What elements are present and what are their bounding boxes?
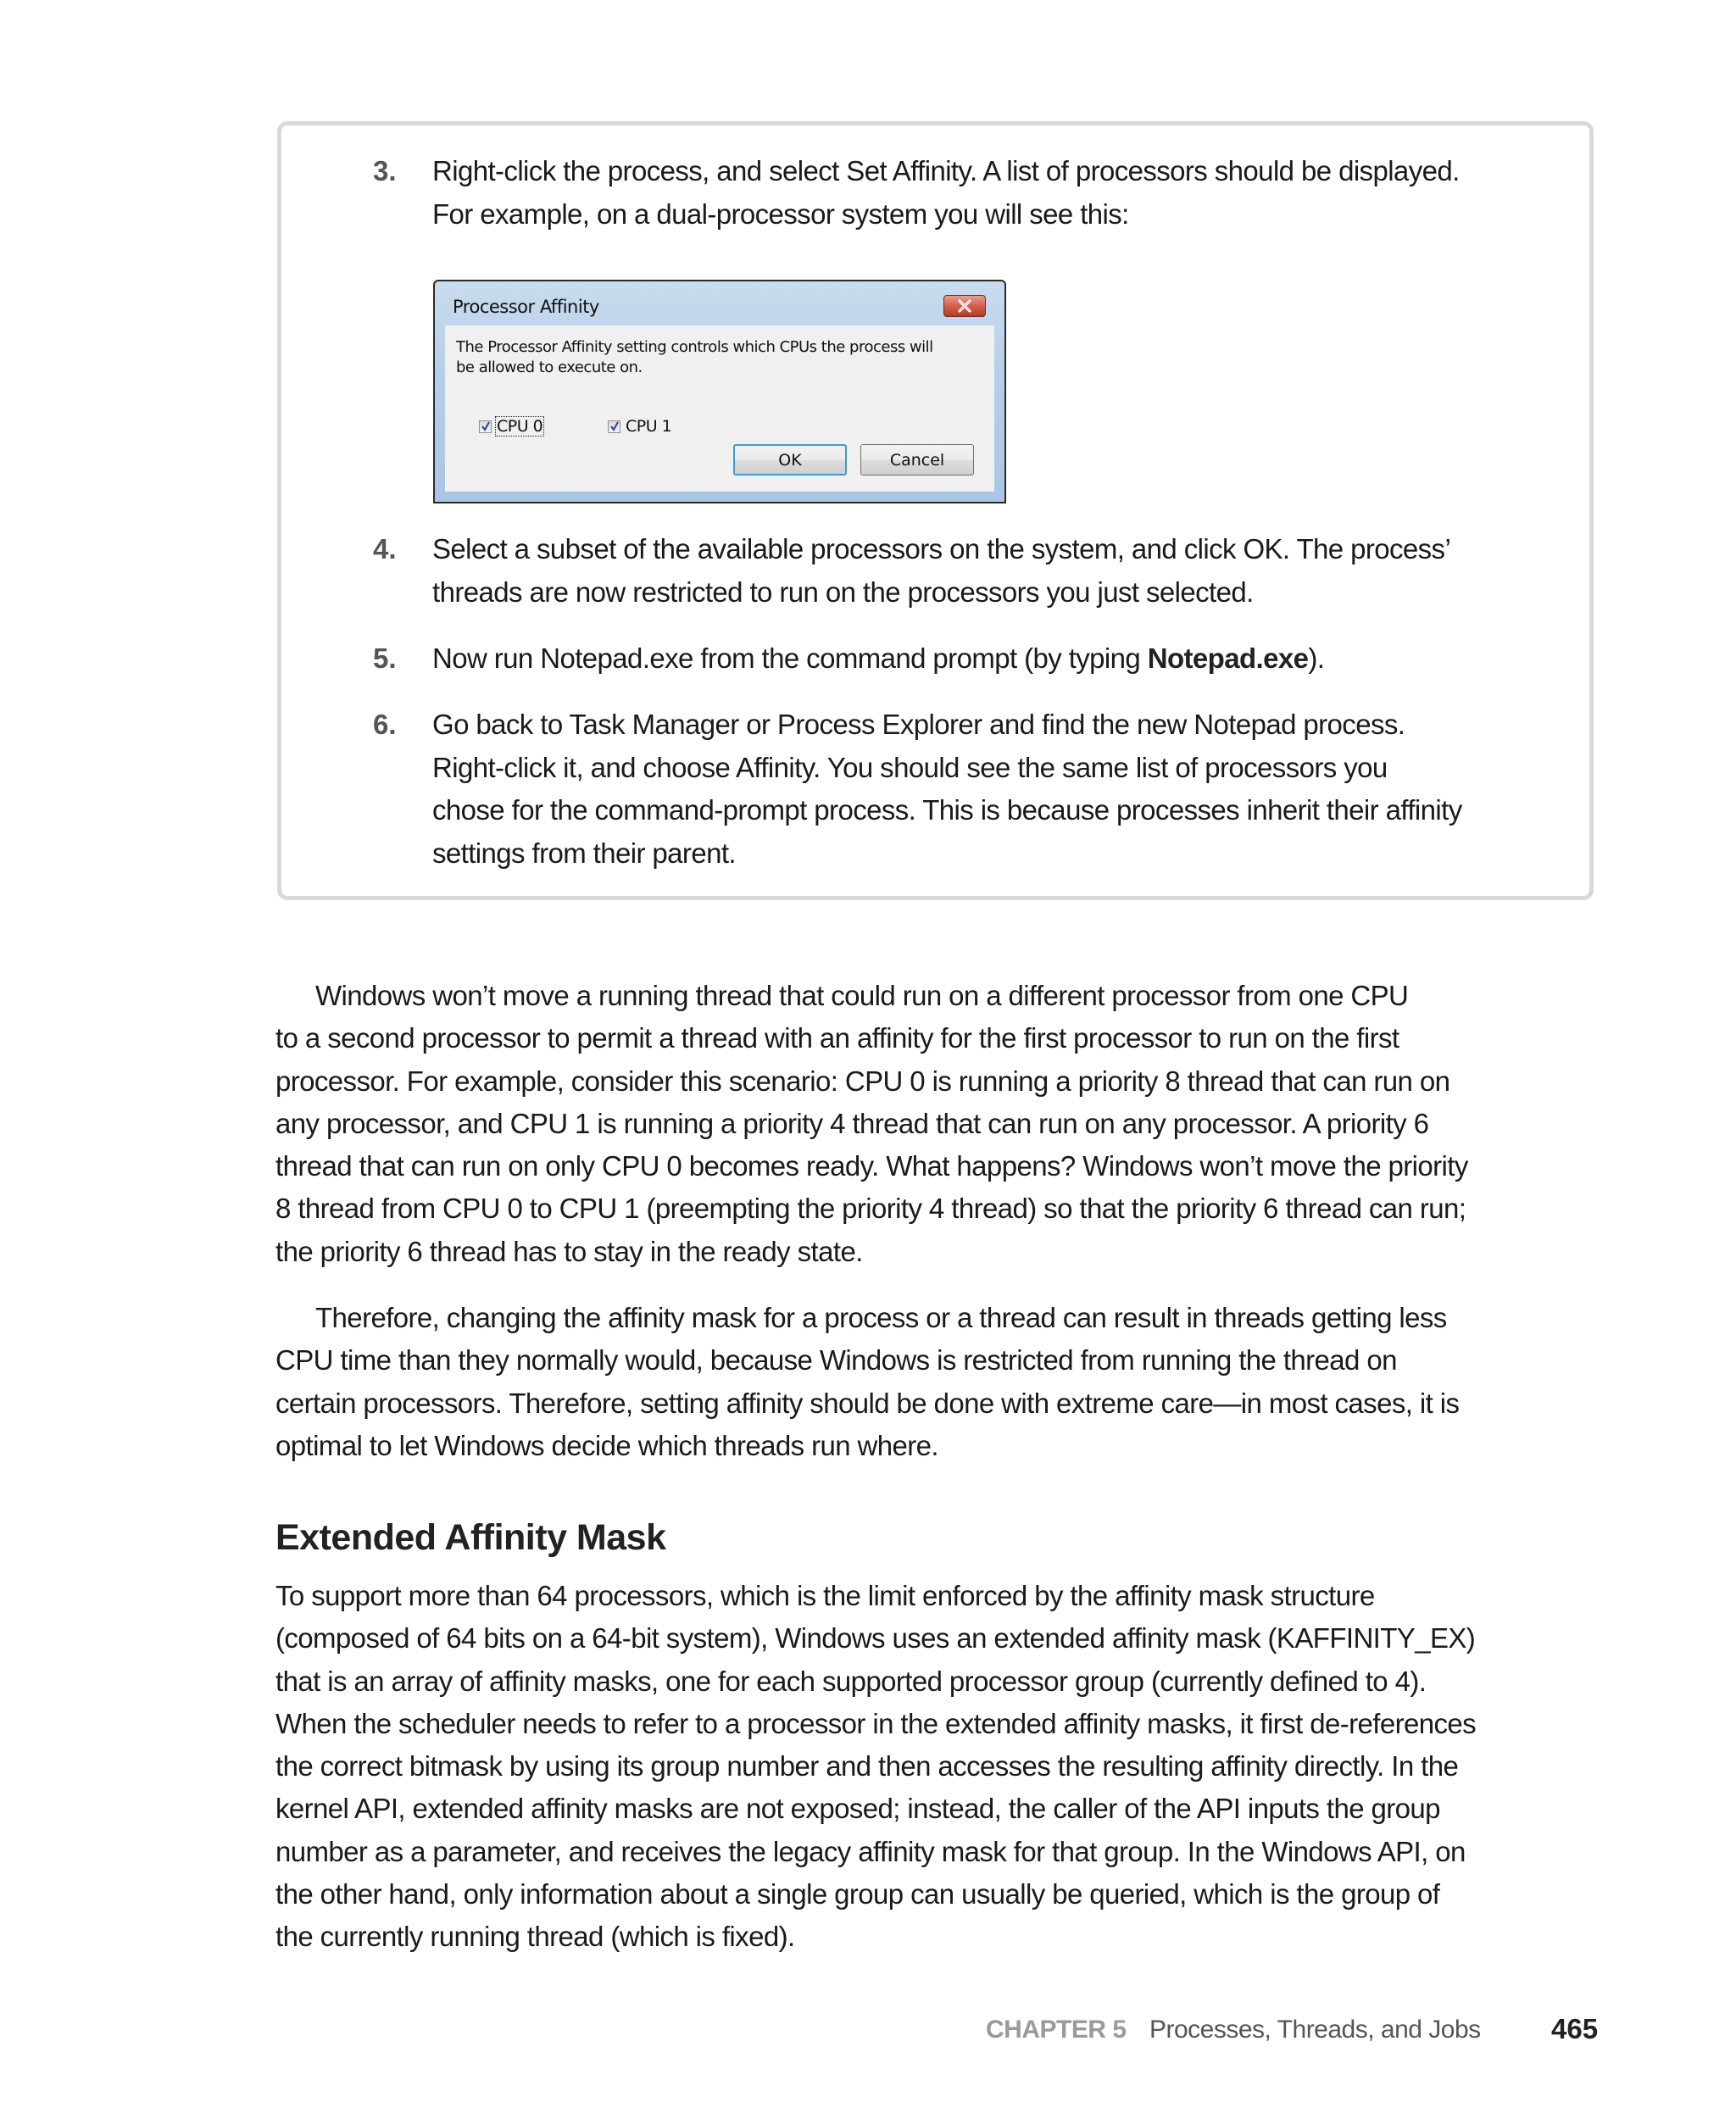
paragraph-line: kernel API, extended affinity masks are not exposed; instead, the caller of the API inputs the group bbox=[275, 1793, 1440, 1825]
checkmark-icon bbox=[481, 421, 491, 431]
dialog-message-line: The Processor Affinity setting controls which CPUs the process will bbox=[456, 338, 933, 356]
step-line: Right-click it, and choose Affinity. You should see the same list of processors you bbox=[432, 751, 1388, 783]
cpu1-checkbox[interactable] bbox=[608, 417, 672, 436]
body-paragraph bbox=[275, 975, 1606, 1273]
paragraph-text: Therefore, changing the affinity mask for a process or a thread can result in threads getting less bbox=[315, 1302, 1447, 1333]
dialog-close-button[interactable] bbox=[943, 295, 986, 317]
cpu1-label[interactable]: CPU 1 bbox=[626, 417, 672, 436]
section-paragraph bbox=[275, 1575, 1606, 1959]
body-paragraph bbox=[275, 1297, 1606, 1467]
step-line: Select a subset of the available processors on the system, and click OK. The process’ bbox=[432, 533, 1451, 565]
step-text bbox=[432, 637, 1577, 681]
paragraph-line: certain processors. Therefore, setting affinity should be done with extreme care—in most cases, it is bbox=[275, 1387, 1460, 1419]
paragraph-line: 8 thread from CPU 0 to CPU 1 (preempting the priority 4 thread) so that the priority 6 thread can run; bbox=[275, 1193, 1466, 1225]
paragraph-line: To support more than 64 processors, which is the limit enforced by the affinity mask structure bbox=[275, 1580, 1375, 1611]
paragraph-line: When the scheduler needs to refer to a processor in the extended affinity masks, it first de-references bbox=[275, 1707, 1477, 1739]
paragraph-line bbox=[275, 975, 1606, 1017]
step-line: Go back to Task Manager or Process Explorer and find the new Notepad process. bbox=[432, 709, 1405, 740]
paragraph-line: that is an array of affinity masks, one for each supported processor group (currently defined to 4). bbox=[275, 1665, 1427, 1697]
paragraph-line: any processor, and CPU 1 is running a priority 4 thread that can run on any processor. A priority 6 bbox=[275, 1107, 1429, 1139]
paragraph-line: the currently running thread (which is fixed). bbox=[275, 1921, 795, 1953]
step-text-part: ). bbox=[1308, 642, 1325, 674]
dialog-message-line: be allowed to execute on. bbox=[456, 359, 643, 376]
footer-chapter-label: CHAPTER 5 bbox=[986, 2016, 1127, 2044]
paragraph-line: the correct bitmask by using its group number and then accesses the resulting affinity directly. In the bbox=[275, 1750, 1459, 1783]
paragraph-line: to a second processor to permit a thread with an affinity for the first processor to run on the first bbox=[275, 1022, 1399, 1054]
paragraph-line bbox=[275, 1297, 1606, 1339]
step-text-part: Now run Notepad.exe from the command prompt (by typing bbox=[432, 642, 1148, 674]
dialog-title: Processor Affinity bbox=[453, 297, 599, 317]
ok-button[interactable]: OK bbox=[733, 444, 847, 476]
step-number: 6. bbox=[373, 709, 397, 740]
dialog-message bbox=[456, 337, 982, 378]
paragraph-line: the priority 6 thread has to stay in the ready state. bbox=[275, 1235, 863, 1267]
step-line: Right-click the process, and select Set Affinity. A list of processors should be displayed. bbox=[432, 155, 1460, 186]
dialog-client-area bbox=[445, 325, 994, 492]
paragraph-line: thread that can run on only CPU 0 becomes ready. What happens? Windows won’t move the priority bbox=[275, 1150, 1468, 1182]
command-name: Notepad.exe bbox=[1147, 642, 1309, 674]
cpu0-checkbox[interactable] bbox=[479, 417, 543, 436]
step-number: 4. bbox=[373, 533, 397, 565]
page-number: 465 bbox=[1551, 2013, 1599, 2044]
step-line: For example, on a dual-processor system you will see this: bbox=[432, 197, 1129, 230]
close-x-icon bbox=[955, 299, 974, 313]
footer-chapter-title: Processes, Threads, and Jobs bbox=[1149, 2016, 1481, 2044]
paragraph-line: (composed of 64 bits on a 64-bit system), Windows uses an extended affinity mask (KAFFINITY_EX) bbox=[275, 1622, 1476, 1655]
checkmark-icon bbox=[609, 421, 620, 431]
cpu0-label[interactable]: CPU 0 bbox=[497, 417, 543, 436]
step-text bbox=[432, 528, 1577, 614]
paragraph-text: Windows won’t move a running thread that could run on a different processor from one CPU bbox=[315, 980, 1409, 1011]
step-line: threads are now restricted to run on the processors you just selected. bbox=[432, 576, 1254, 608]
paragraph-line: number as a parameter, and receives the legacy affinity mask for that group. In the Windows API, on bbox=[275, 1835, 1466, 1867]
step-text bbox=[432, 704, 1577, 875]
paragraph-line: the other hand, only information about a single group can usually be queried, which is the group of bbox=[275, 1878, 1440, 1910]
step-number: 5. bbox=[373, 642, 397, 674]
step-line: settings from their parent. bbox=[432, 837, 736, 869]
step-text bbox=[432, 150, 1577, 236]
checkbox-box[interactable] bbox=[479, 420, 492, 433]
paragraph-line: CPU time than they normally would, because Windows is restricted from running the thread on bbox=[275, 1344, 1397, 1377]
checkbox-box[interactable] bbox=[608, 420, 620, 433]
step-line: chose for the command-prompt process. This is because processes inherit their affinity bbox=[432, 794, 1462, 826]
processor-affinity-dialog bbox=[433, 280, 1006, 503]
paragraph-line: processor. For example, consider this scenario: CPU 0 is running a priority 8 thread that can run on bbox=[275, 1065, 1450, 1097]
section-heading: Extended Affinity Mask bbox=[275, 1517, 666, 1558]
step-number: 3. bbox=[373, 155, 397, 186]
paragraph-line: optimal to let Windows decide which threads run where. bbox=[275, 1429, 938, 1461]
cancel-button[interactable]: Cancel bbox=[860, 444, 974, 476]
